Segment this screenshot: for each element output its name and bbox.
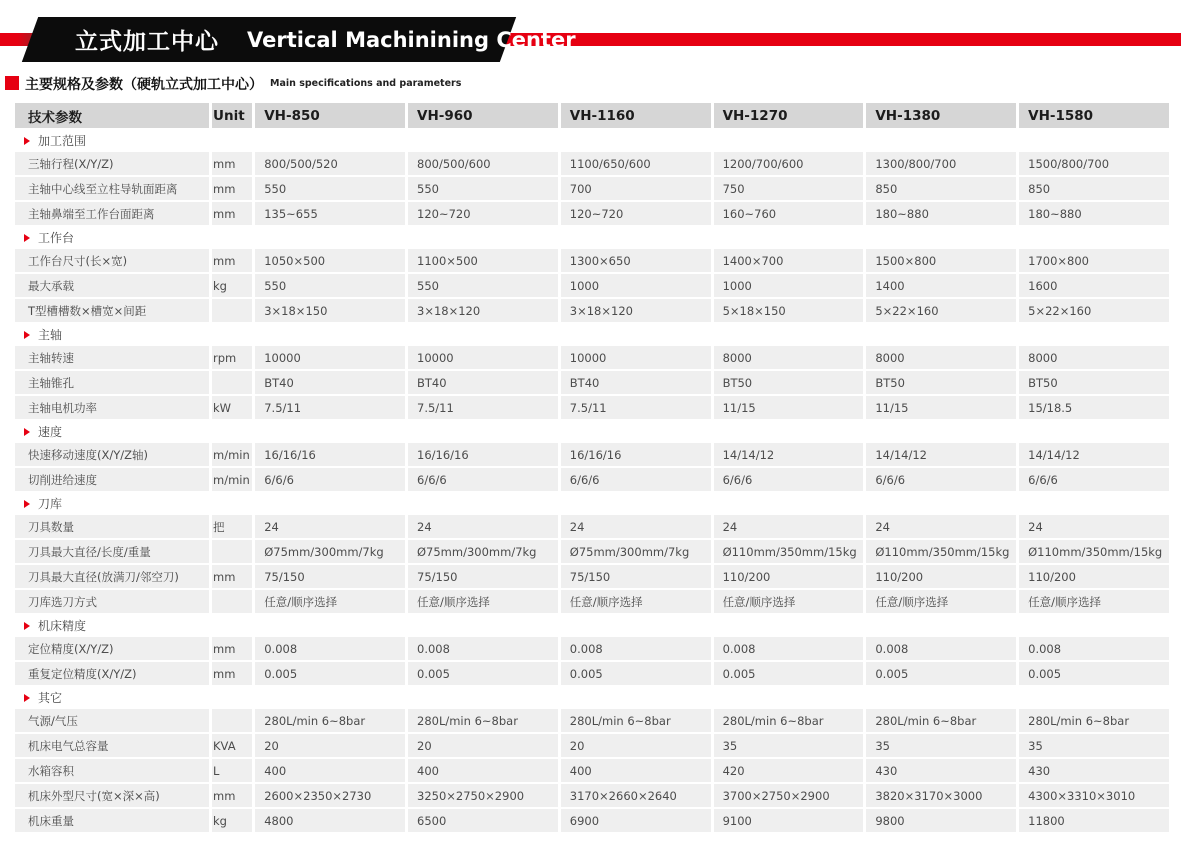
value-cell: Ø110mm/350mm/15kg — [714, 540, 864, 563]
unit-cell: mm — [212, 637, 252, 660]
value-cell: 任意/顺序选择 — [714, 590, 864, 613]
unit-cell: mm — [212, 565, 252, 588]
header-model-vh1270: VH-1270 — [714, 103, 864, 128]
param-label-cell: 机床电气总容量 — [15, 734, 209, 757]
value-cell: 3250×2750×2900 — [408, 784, 558, 807]
value-cell: 1000 — [714, 274, 864, 297]
table-row — [15, 809, 1169, 832]
section-name-cell — [15, 687, 1169, 707]
value-cell: 6/6/6 — [408, 468, 558, 491]
unit-cell: KVA — [212, 734, 252, 757]
table-row — [15, 249, 1169, 272]
unit-cell: 把 — [212, 515, 252, 538]
value-cell: 7.5/11 — [408, 396, 558, 419]
value-cell: 3×18×150 — [255, 299, 405, 322]
unit-cell: m/min — [212, 468, 252, 491]
red-triangle-icon — [24, 137, 30, 145]
value-cell: 120~720 — [408, 202, 558, 225]
unit-cell: mm — [212, 202, 252, 225]
table-row — [15, 202, 1169, 225]
table-row — [15, 177, 1169, 200]
value-cell: 850 — [1019, 177, 1169, 200]
value-cell: 280L/min 6~8bar — [714, 709, 864, 732]
param-label-cell: 刀库选刀方式 — [15, 590, 209, 613]
section-row — [15, 421, 1169, 441]
value-cell: 1300×650 — [561, 249, 711, 272]
section-name-cell — [15, 493, 1169, 513]
section-row — [15, 227, 1169, 247]
value-cell: 160~760 — [714, 202, 864, 225]
value-cell: 280L/min 6~8bar — [255, 709, 405, 732]
section-name: 速度 — [38, 424, 63, 439]
value-cell: 3700×2750×2900 — [714, 784, 864, 807]
value-cell: Ø75mm/300mm/7kg — [408, 540, 558, 563]
value-cell: 1000 — [561, 274, 711, 297]
value-cell: 1500/800/700 — [1019, 152, 1169, 175]
header-parameters: 技术参数 — [15, 103, 209, 128]
value-cell: 1200/700/600 — [714, 152, 864, 175]
value-cell: Ø110mm/350mm/15kg — [1019, 540, 1169, 563]
value-cell: 11/15 — [714, 396, 864, 419]
red-triangle-icon — [24, 622, 30, 630]
value-cell: 4300×3310×3010 — [1019, 784, 1169, 807]
section-name: 机床精度 — [38, 618, 87, 633]
value-cell: 3×18×120 — [408, 299, 558, 322]
value-cell: 0.008 — [714, 637, 864, 660]
value-cell: Ø110mm/350mm/15kg — [866, 540, 1016, 563]
param-label-cell: 刀具最大直径(放满刀/邻空刀) — [15, 565, 209, 588]
param-label-cell: 切削进给速度 — [15, 468, 209, 491]
param-label-cell: 主轴电机功率 — [15, 396, 209, 419]
value-cell: 7.5/11 — [255, 396, 405, 419]
value-cell: BT40 — [255, 371, 405, 394]
value-cell: 1100/650/600 — [561, 152, 711, 175]
value-cell: 280L/min 6~8bar — [561, 709, 711, 732]
value-cell: 10000 — [255, 346, 405, 369]
value-cell: 0.005 — [866, 662, 1016, 685]
value-cell: 1400×700 — [714, 249, 864, 272]
value-cell: 750 — [714, 177, 864, 200]
param-label-cell: 三轴行程(X/Y/Z) — [15, 152, 209, 175]
page-banner — [0, 0, 1181, 70]
unit-cell — [212, 371, 252, 394]
section-name: 其它 — [38, 690, 63, 705]
value-cell: 任意/顺序选择 — [866, 590, 1016, 613]
value-cell: 0.005 — [408, 662, 558, 685]
value-cell: 1500×800 — [866, 249, 1016, 272]
value-cell: 430 — [1019, 759, 1169, 782]
value-cell: 1700×800 — [1019, 249, 1169, 272]
section-name: 加工范围 — [38, 133, 87, 148]
unit-cell — [212, 299, 252, 322]
value-cell: 280L/min 6~8bar — [408, 709, 558, 732]
value-cell: 550 — [408, 177, 558, 200]
param-label-cell: 水箱容积 — [15, 759, 209, 782]
table-row — [15, 371, 1169, 394]
value-cell: 20 — [255, 734, 405, 757]
unit-cell: mm — [212, 784, 252, 807]
param-label-cell: 工作台尺寸(长×宽) — [15, 249, 209, 272]
value-cell: 120~720 — [561, 202, 711, 225]
value-cell: 1300/800/700 — [866, 152, 1016, 175]
value-cell: 850 — [866, 177, 1016, 200]
unit-cell: m/min — [212, 443, 252, 466]
section-row — [15, 130, 1169, 150]
value-cell: 280L/min 6~8bar — [866, 709, 1016, 732]
param-label-cell: T型槽槽数×槽宽×间距 — [15, 299, 209, 322]
value-cell: 6/6/6 — [255, 468, 405, 491]
value-cell: 5×22×160 — [866, 299, 1016, 322]
value-cell: 0.008 — [866, 637, 1016, 660]
value-cell: 35 — [1019, 734, 1169, 757]
value-cell: 6900 — [561, 809, 711, 832]
value-cell: 35 — [866, 734, 1016, 757]
banner-title — [30, 17, 576, 62]
value-cell: 9100 — [714, 809, 864, 832]
table-row — [15, 540, 1169, 563]
table-row — [15, 784, 1169, 807]
header-model-vh850: VH-850 — [255, 103, 405, 128]
value-cell: 420 — [714, 759, 864, 782]
unit-cell — [212, 709, 252, 732]
table-row — [15, 662, 1169, 685]
value-cell: 10000 — [408, 346, 558, 369]
param-label-cell: 主轴锥孔 — [15, 371, 209, 394]
value-cell: 180~880 — [1019, 202, 1169, 225]
value-cell: 24 — [255, 515, 405, 538]
value-cell: 16/16/16 — [255, 443, 405, 466]
unit-cell: mm — [212, 152, 252, 175]
value-cell: 任意/顺序选择 — [255, 590, 405, 613]
section-row — [15, 493, 1169, 513]
unit-cell — [212, 590, 252, 613]
unit-cell: kg — [212, 809, 252, 832]
value-cell: 24 — [1019, 515, 1169, 538]
param-label-cell: 定位精度(X/Y/Z) — [15, 637, 209, 660]
value-cell: 20 — [408, 734, 558, 757]
value-cell: 550 — [255, 177, 405, 200]
table-row — [15, 443, 1169, 466]
value-cell: 8000 — [866, 346, 1016, 369]
value-cell: 3170×2660×2640 — [561, 784, 711, 807]
value-cell: BT50 — [714, 371, 864, 394]
table-row — [15, 346, 1169, 369]
table-row — [15, 759, 1169, 782]
value-cell: 0.008 — [408, 637, 558, 660]
table-row — [15, 590, 1169, 613]
value-cell: 24 — [866, 515, 1016, 538]
value-cell: 14/14/12 — [1019, 443, 1169, 466]
unit-cell: kg — [212, 274, 252, 297]
red-triangle-icon — [24, 694, 30, 702]
value-cell: 15/18.5 — [1019, 396, 1169, 419]
value-cell: 任意/顺序选择 — [561, 590, 711, 613]
banner-title-english: Vertical Machinining Center — [247, 27, 576, 52]
header-model-vh1380: VH-1380 — [866, 103, 1016, 128]
section-name-cell — [15, 615, 1169, 635]
spec-table-container — [12, 101, 1172, 834]
value-cell: 6500 — [408, 809, 558, 832]
value-cell: 5×18×150 — [714, 299, 864, 322]
param-label-cell: 刀具数量 — [15, 515, 209, 538]
section-name: 刀库 — [38, 496, 63, 511]
table-row — [15, 637, 1169, 660]
value-cell: 0.008 — [1019, 637, 1169, 660]
unit-cell: mm — [212, 662, 252, 685]
value-cell: 0.008 — [561, 637, 711, 660]
red-triangle-icon — [24, 234, 30, 242]
section-row — [15, 324, 1169, 344]
value-cell: 280L/min 6~8bar — [1019, 709, 1169, 732]
value-cell: 430 — [866, 759, 1016, 782]
value-cell: 1100×500 — [408, 249, 558, 272]
value-cell: 6/6/6 — [866, 468, 1016, 491]
param-label-cell: 气源/气压 — [15, 709, 209, 732]
value-cell: 14/14/12 — [866, 443, 1016, 466]
unit-cell: mm — [212, 249, 252, 272]
red-triangle-icon — [24, 428, 30, 436]
value-cell: 4800 — [255, 809, 405, 832]
unit-cell: mm — [212, 177, 252, 200]
value-cell: 110/200 — [866, 565, 1016, 588]
red-square-bullet-icon — [5, 76, 19, 90]
value-cell: 任意/顺序选择 — [408, 590, 558, 613]
header-unit: Unit — [212, 103, 252, 128]
value-cell: BT50 — [866, 371, 1016, 394]
value-cell: 5×22×160 — [1019, 299, 1169, 322]
value-cell: 110/200 — [714, 565, 864, 588]
section-name: 工作台 — [38, 230, 75, 245]
param-label-cell: 最大承载 — [15, 274, 209, 297]
param-label-cell: 机床重量 — [15, 809, 209, 832]
value-cell: 0.005 — [255, 662, 405, 685]
value-cell: 75/150 — [408, 565, 558, 588]
value-cell: 10000 — [561, 346, 711, 369]
value-cell: 8000 — [1019, 346, 1169, 369]
param-label-cell: 机床外型尺寸(宽×深×高) — [15, 784, 209, 807]
section-name-cell — [15, 130, 1169, 150]
header-model-vh960: VH-960 — [408, 103, 558, 128]
value-cell: 400 — [561, 759, 711, 782]
value-cell: 6/6/6 — [714, 468, 864, 491]
value-cell: 75/150 — [561, 565, 711, 588]
table-row — [15, 709, 1169, 732]
value-cell: 0.008 — [255, 637, 405, 660]
unit-cell: L — [212, 759, 252, 782]
red-triangle-icon — [24, 331, 30, 339]
banner-title-chinese: 立式加工中心 — [75, 29, 219, 55]
value-cell: 550 — [255, 274, 405, 297]
value-cell: 14/14/12 — [714, 443, 864, 466]
section-subtitle — [0, 74, 1181, 96]
spec-table — [12, 101, 1172, 834]
table-row — [15, 565, 1169, 588]
value-cell: 800/500/600 — [408, 152, 558, 175]
value-cell: 35 — [714, 734, 864, 757]
value-cell: 11800 — [1019, 809, 1169, 832]
param-label-cell: 主轴鼻端至工作台面距离 — [15, 202, 209, 225]
section-name-cell — [15, 324, 1169, 344]
value-cell: 6/6/6 — [561, 468, 711, 491]
table-header-row — [15, 103, 1169, 128]
table-row — [15, 396, 1169, 419]
table-row — [15, 299, 1169, 322]
param-label-cell: 主轴中心线至立柱导轨面距离 — [15, 177, 209, 200]
value-cell: 任意/顺序选择 — [1019, 590, 1169, 613]
value-cell: 3×18×120 — [561, 299, 711, 322]
value-cell: 24 — [714, 515, 864, 538]
header-model-vh1160: VH-1160 — [561, 103, 711, 128]
value-cell: 1400 — [866, 274, 1016, 297]
value-cell: 20 — [561, 734, 711, 757]
red-triangle-icon — [24, 500, 30, 508]
value-cell: 75/150 — [255, 565, 405, 588]
value-cell: 180~880 — [866, 202, 1016, 225]
unit-cell — [212, 540, 252, 563]
param-label-cell: 重复定位精度(X/Y/Z) — [15, 662, 209, 685]
value-cell: 8000 — [714, 346, 864, 369]
value-cell: 0.005 — [561, 662, 711, 685]
param-label-cell: 刀具最大直径/长度/重量 — [15, 540, 209, 563]
value-cell: 11/15 — [866, 396, 1016, 419]
section-name-cell — [15, 227, 1169, 247]
value-cell: 2600×2350×2730 — [255, 784, 405, 807]
value-cell: 3820×3170×3000 — [866, 784, 1016, 807]
value-cell: 550 — [408, 274, 558, 297]
value-cell: BT50 — [1019, 371, 1169, 394]
value-cell: 110/200 — [1019, 565, 1169, 588]
table-row — [15, 468, 1169, 491]
value-cell: 1050×500 — [255, 249, 405, 272]
value-cell: BT40 — [561, 371, 711, 394]
value-cell: 24 — [561, 515, 711, 538]
section-name: 主轴 — [38, 327, 63, 342]
table-row — [15, 274, 1169, 297]
param-label-cell: 主轴转速 — [15, 346, 209, 369]
value-cell: 135~655 — [255, 202, 405, 225]
table-row — [15, 734, 1169, 757]
param-label-cell: 快速移动速度(X/Y/Z轴) — [15, 443, 209, 466]
value-cell: 16/16/16 — [408, 443, 558, 466]
value-cell: 400 — [255, 759, 405, 782]
subtitle-chinese: 主要规格及参数（硬轨立式加工中心） — [25, 77, 263, 93]
table-row — [15, 152, 1169, 175]
section-row — [15, 687, 1169, 707]
value-cell: 800/500/520 — [255, 152, 405, 175]
value-cell: 7.5/11 — [561, 396, 711, 419]
value-cell: Ø75mm/300mm/7kg — [255, 540, 405, 563]
value-cell: 0.005 — [1019, 662, 1169, 685]
value-cell: 400 — [408, 759, 558, 782]
value-cell: 6/6/6 — [1019, 468, 1169, 491]
unit-cell: rpm — [212, 346, 252, 369]
value-cell: Ø75mm/300mm/7kg — [561, 540, 711, 563]
value-cell: 16/16/16 — [561, 443, 711, 466]
value-cell: BT40 — [408, 371, 558, 394]
value-cell: 9800 — [866, 809, 1016, 832]
section-name-cell — [15, 421, 1169, 441]
value-cell: 24 — [408, 515, 558, 538]
unit-cell: kW — [212, 396, 252, 419]
header-model-vh1580: VH-1580 — [1019, 103, 1169, 128]
subtitle-english: Main specifications and parameters — [270, 78, 462, 89]
table-row — [15, 515, 1169, 538]
value-cell: 700 — [561, 177, 711, 200]
section-row — [15, 615, 1169, 635]
value-cell: 0.005 — [714, 662, 864, 685]
value-cell: 1600 — [1019, 274, 1169, 297]
